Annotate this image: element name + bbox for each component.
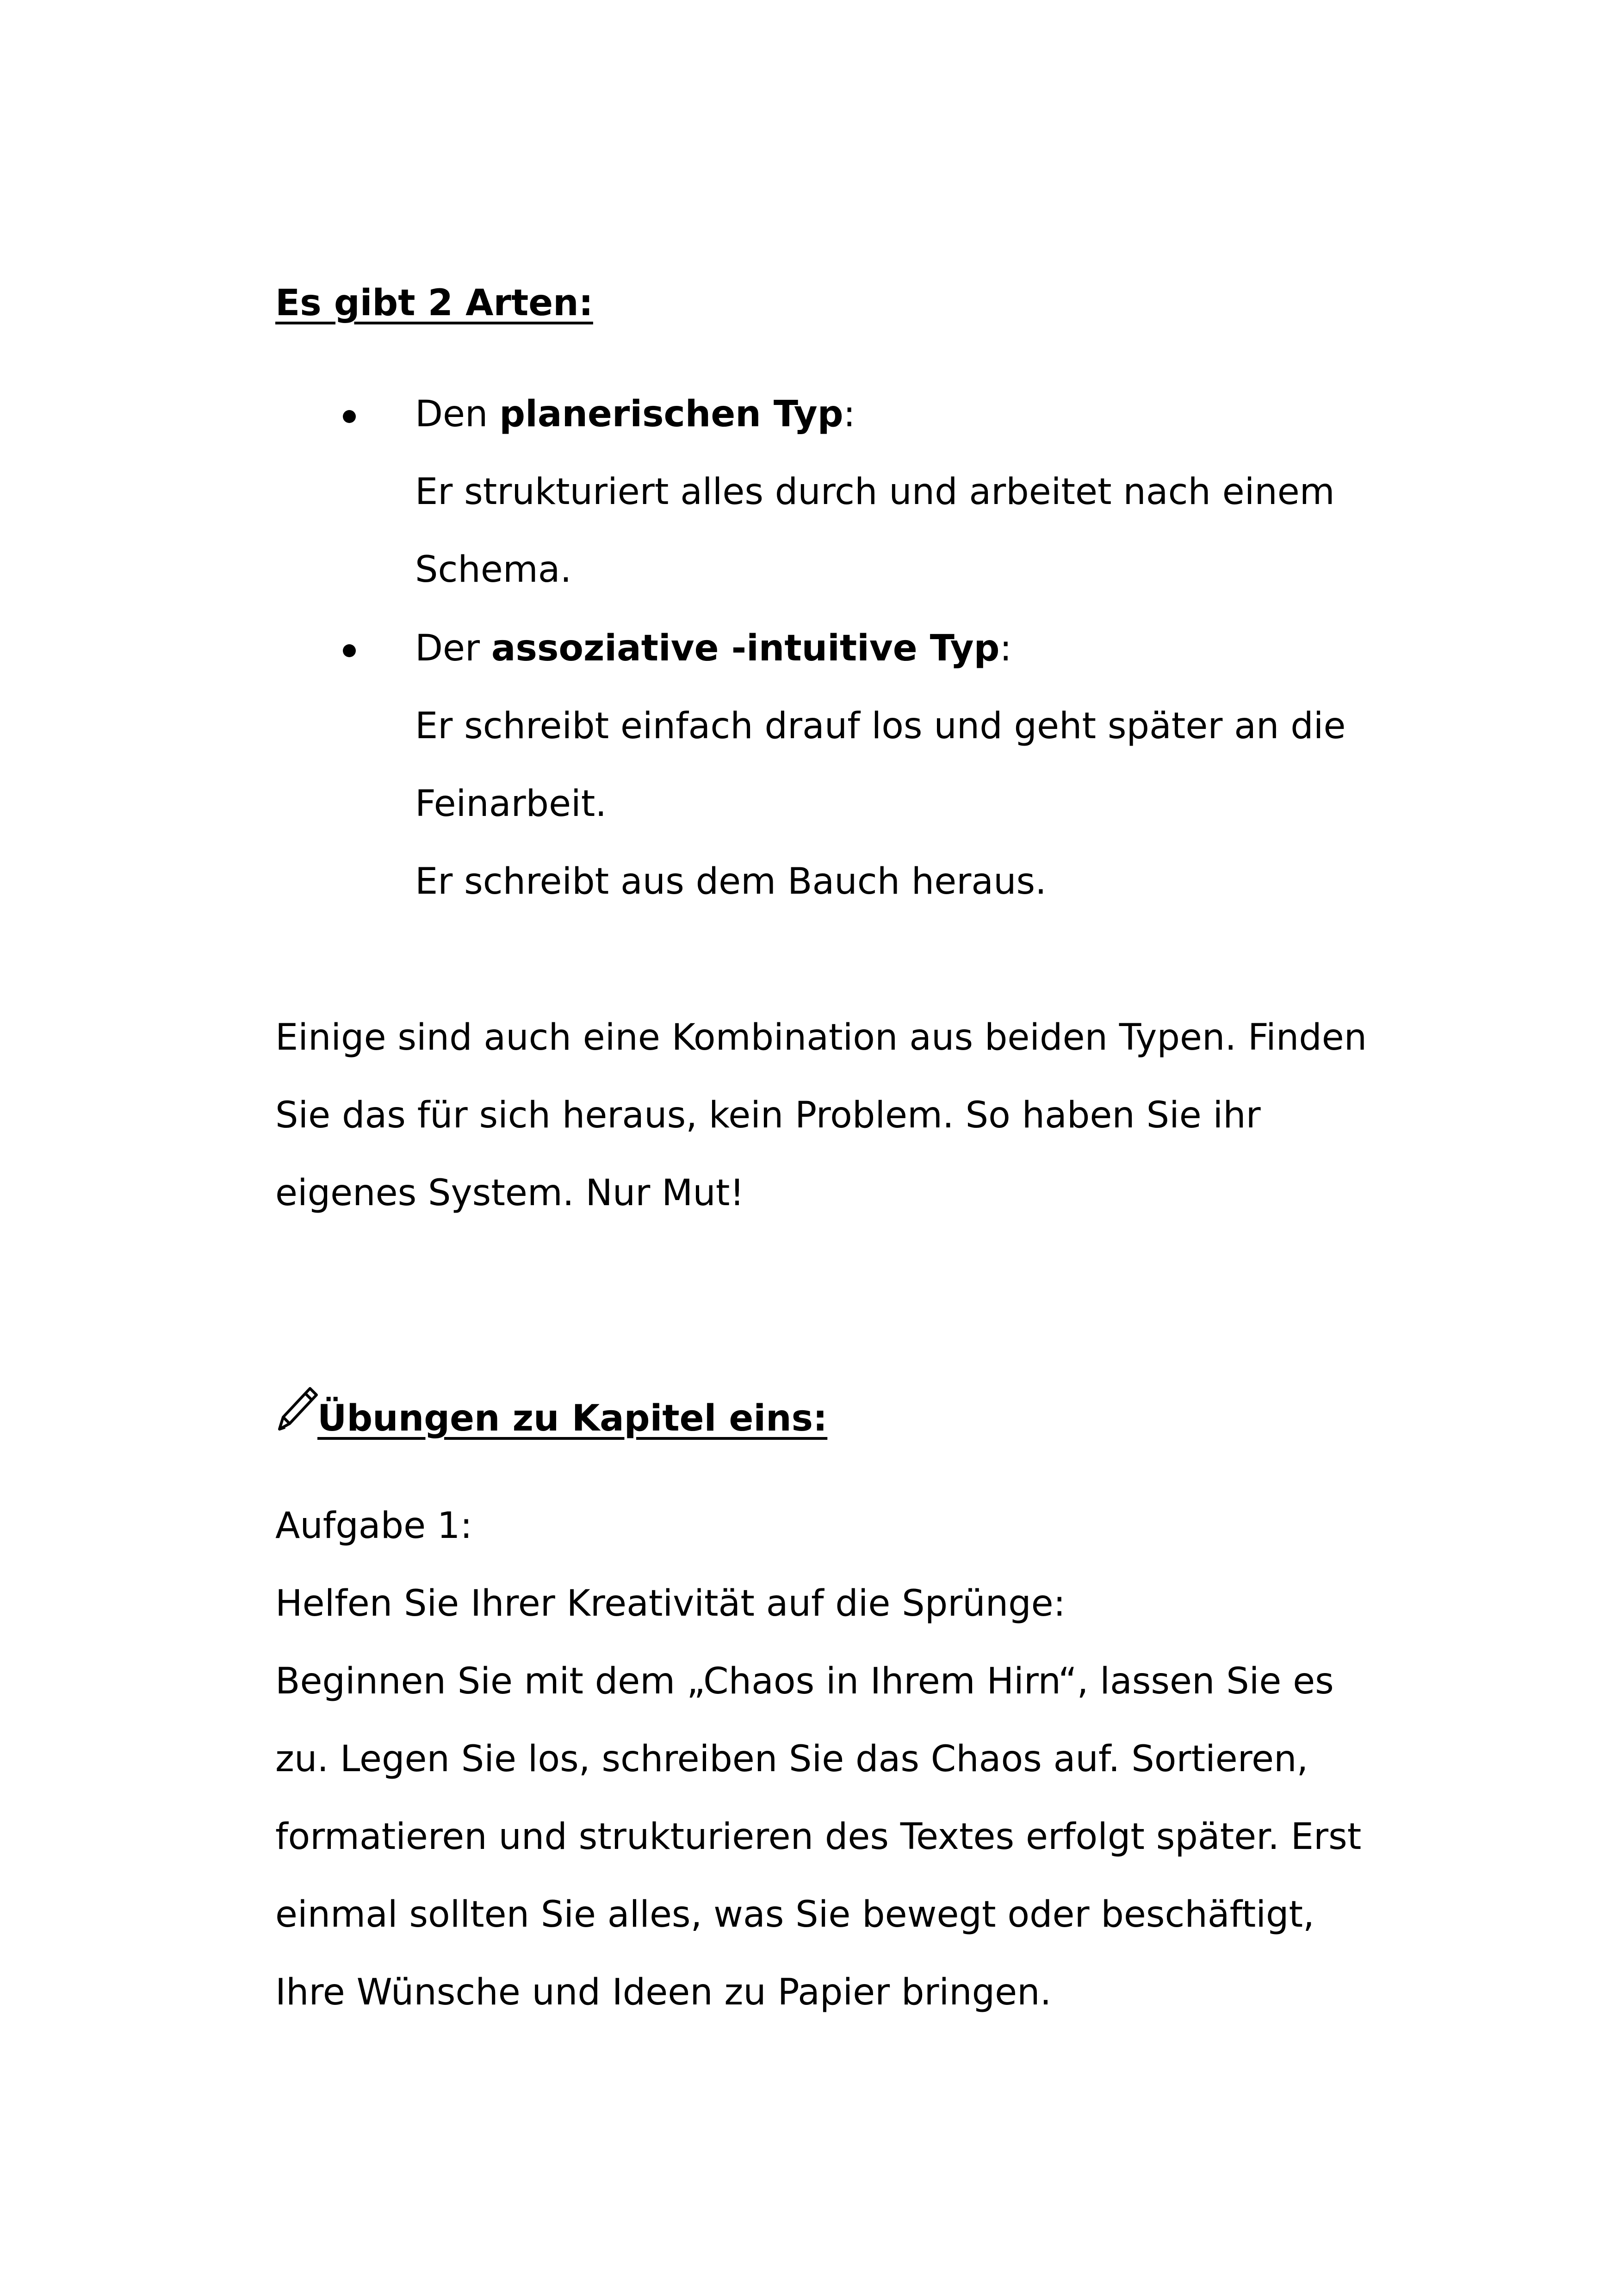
bullet-prefix: Den: [415, 393, 500, 435]
bullet-item-assoziativ: [415, 625, 1012, 672]
pencil-icon: [274, 1384, 320, 1435]
paragraph-line: eigenes System. Nur Mut!: [275, 1172, 744, 1214]
bullet-text-line: Schema.: [415, 549, 572, 591]
bullet-term: planerischen Typ: [499, 393, 843, 435]
bullet-item-planerisch: [415, 391, 855, 437]
bullet-text-line: Feinarbeit.: [415, 783, 607, 825]
task-label: Aufgabe 1:: [275, 1505, 472, 1547]
task-text-line: Helfen Sie Ihrer Kreativität auf die Sprünge:: [275, 1583, 1066, 1624]
bullet-point: [343, 410, 356, 423]
bullet-suffix: :: [843, 393, 855, 435]
bullet-term: assoziative -intuitive Typ: [491, 628, 1000, 669]
bullet-text-line: Er strukturiert alles durch und arbeitet nach einem: [415, 471, 1335, 513]
section-heading-arten: Es gibt 2 Arten:: [275, 282, 593, 324]
paragraph-line: Einige sind auch eine Kombination aus beiden Typen. Finden: [275, 1017, 1367, 1058]
bullet-text-line: Er schreibt aus dem Bauch heraus.: [415, 861, 1047, 902]
task-text-line: formatieren und strukturieren des Textes erfolgt später. Erst: [275, 1816, 1362, 1858]
bullet-text-line: Er schreibt einfach drauf los und geht später an die: [415, 705, 1346, 747]
task-text-line: Beginnen Sie mit dem „Chaos in Ihrem Hirn“, lassen Sie es: [275, 1661, 1334, 1702]
task-text-line: zu. Legen Sie los, schreiben Sie das Chaos auf. Sortieren,: [275, 1738, 1308, 1780]
task-text-line: Ihre Wünsche und Ideen zu Papier bringen.: [275, 1972, 1052, 2013]
bullet-suffix: :: [999, 628, 1012, 669]
task-text-line: einmal sollten Sie alles, was Sie bewegt oder beschäftigt,: [275, 1894, 1314, 1935]
paragraph-line: Sie das für sich heraus, kein Problem. So haben Sie ihr: [275, 1095, 1261, 1136]
bullet-point: [343, 644, 356, 657]
section-heading-uebungen: Übungen zu Kapitel eins:: [317, 1398, 828, 1439]
bullet-prefix: Der: [415, 628, 491, 669]
